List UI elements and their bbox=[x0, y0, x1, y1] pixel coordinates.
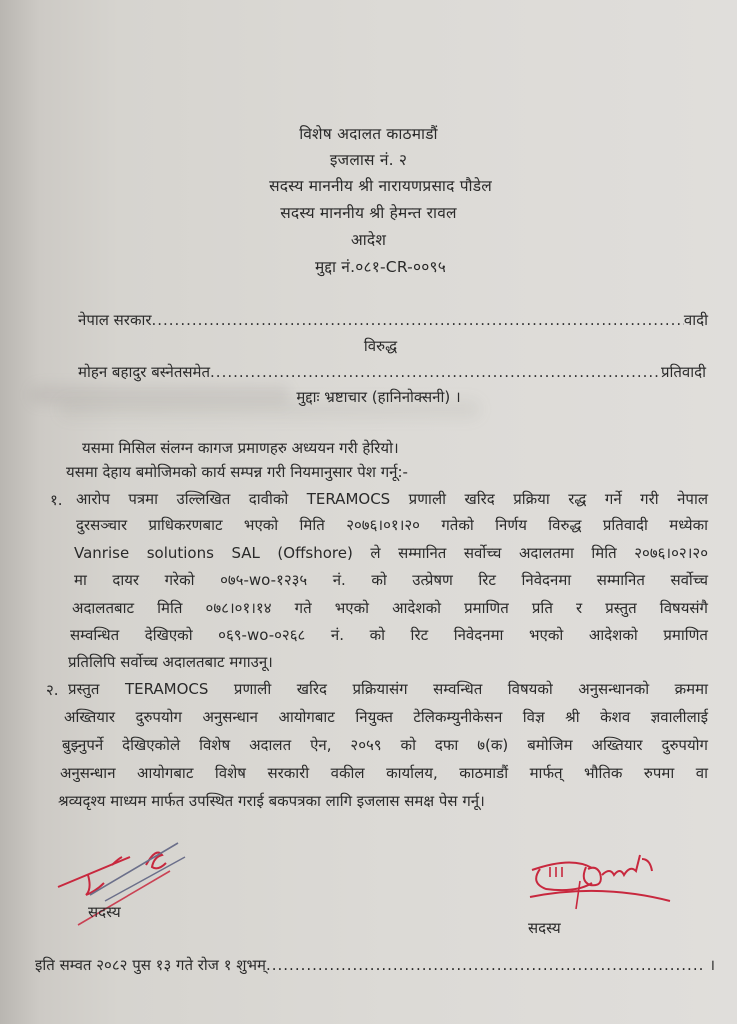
right-signature-icon bbox=[520, 845, 685, 925]
defendant-row bbox=[78, 362, 706, 382]
leader-dots bbox=[266, 956, 705, 974]
order-1-line: मा दायर गरेको ०७५-wo-१२३५ नं. को उत्प्रेषण रिट निवेदनमा सम्मानित सर्वोच्च bbox=[74, 571, 708, 589]
case-number: मुद्दा नं.०८१-CR-००९५ bbox=[314, 258, 446, 276]
order-2-line: श्रव्यदृश्य माध्यम मार्फत उपस्थित गराई बकपत्रका लागि इजलास समक्ष पेस गर्नू। bbox=[58, 792, 485, 810]
plaintiff-name: नेपाल सरकार bbox=[78, 311, 152, 329]
bench-member-2: सदस्य माननीय श्री हेमन्त रावल bbox=[280, 204, 457, 222]
order-1-line: अदालतबाट मिति ०७८।०१।१४ गते भएको आदेशको प्रमाणित प्रति र प्रस्तुत विषयसंगै bbox=[72, 599, 708, 617]
bench-number: इजलास नं. २ bbox=[329, 151, 408, 169]
order-1-line: आरोप पत्रमा उल्लिखित दावीको TERAMOCS प्रणाली खरिद प्रक्रिया रद्ध गर्ने गरी नेपाल bbox=[76, 490, 708, 508]
versus-label: विरुद्ध bbox=[363, 337, 398, 355]
defendant-name: मोहन बहादुर बस्नेतसमेत bbox=[78, 363, 211, 381]
intro-line-1: यसमा मिसिल संलग्न कागज प्रमाणहरु अध्ययन गरी हेरियो। bbox=[82, 439, 399, 457]
closing-mark: । bbox=[709, 956, 715, 974]
defendant-role: प्रतिवादी bbox=[660, 363, 706, 381]
closing-text: इति सम्वत २०८२ पुस १३ गते रोज १ शुभम् bbox=[35, 956, 266, 974]
case-subject: मुद्दाः भ्रष्टाचार (हानिनोक्सनी) । bbox=[296, 388, 461, 406]
order-2-line: प्रस्तुत TERAMOCS प्रणाली खरिद प्रक्रियासंग सम्वन्धित विषयको अनुसन्धानको क्रममा bbox=[68, 680, 708, 698]
order-number: २. bbox=[46, 681, 59, 699]
leader-dots bbox=[151, 311, 683, 329]
plaintiff-role: वादी bbox=[683, 311, 708, 329]
right-member-label: सदस्य bbox=[528, 919, 561, 937]
order-2-line: बुझ्नुपर्ने देखिएकोले विशेष अदालत ऐन, २०५९ को दफा ७(क) बमोजिम अख्तियार दुरुपयोग bbox=[62, 736, 708, 754]
order-number: १. bbox=[50, 491, 63, 509]
order-1-line: प्रतिलिपि सर्वोच्च अदालतबाट मगाउनू। bbox=[68, 653, 273, 671]
order-1-line: Vanrise solutions SAL (Offshore) ले सम्मानित सर्वोच्च अदालतमा मिति २०७६।०२।२० bbox=[74, 544, 708, 562]
order-1-line: दुरसञ्चार प्राधिकरणबाट भएको मिति २०७६।०१।२० गतेको निर्णय विरुद्ध प्रतिवादी मध्येका bbox=[76, 516, 708, 534]
closing-line bbox=[35, 955, 715, 975]
intro-line-2: यसमा देहाय बमोजिमको कार्य सम्पन्न गरी नियमानुसार पेश गर्नू:- bbox=[66, 463, 408, 481]
leader-dots bbox=[210, 363, 661, 381]
left-member-label: सदस्य bbox=[88, 903, 121, 921]
court-name: विशेष अदालत काठमाडौं bbox=[299, 125, 438, 143]
document-type: आदेश bbox=[350, 231, 387, 249]
bench-member-1: सदस्य माननीय श्री नारायणप्रसाद पौडेल bbox=[269, 177, 492, 195]
order-2-line: अख्तियार दुरुपयोग अनुसन्धान आयोगबाट नियुक्त टेलिकम्युनीकेसन विज्ञ श्री केशव ज्ञवालीलाई bbox=[64, 708, 708, 726]
order-1-line: सम्वन्धित देखिएको ०६९-wo-०२६८ नं. को रिट निवेदनमा भएको आदेशको प्रमाणित bbox=[70, 626, 708, 644]
plaintiff-row bbox=[78, 310, 708, 330]
order-2-line: अनुसन्धान आयोगबाट विशेष सरकारी वकील कार्यालय, काठमाडौं मार्फत् भौतिक रुपमा वा bbox=[60, 764, 708, 782]
left-signature-icon bbox=[50, 835, 210, 930]
